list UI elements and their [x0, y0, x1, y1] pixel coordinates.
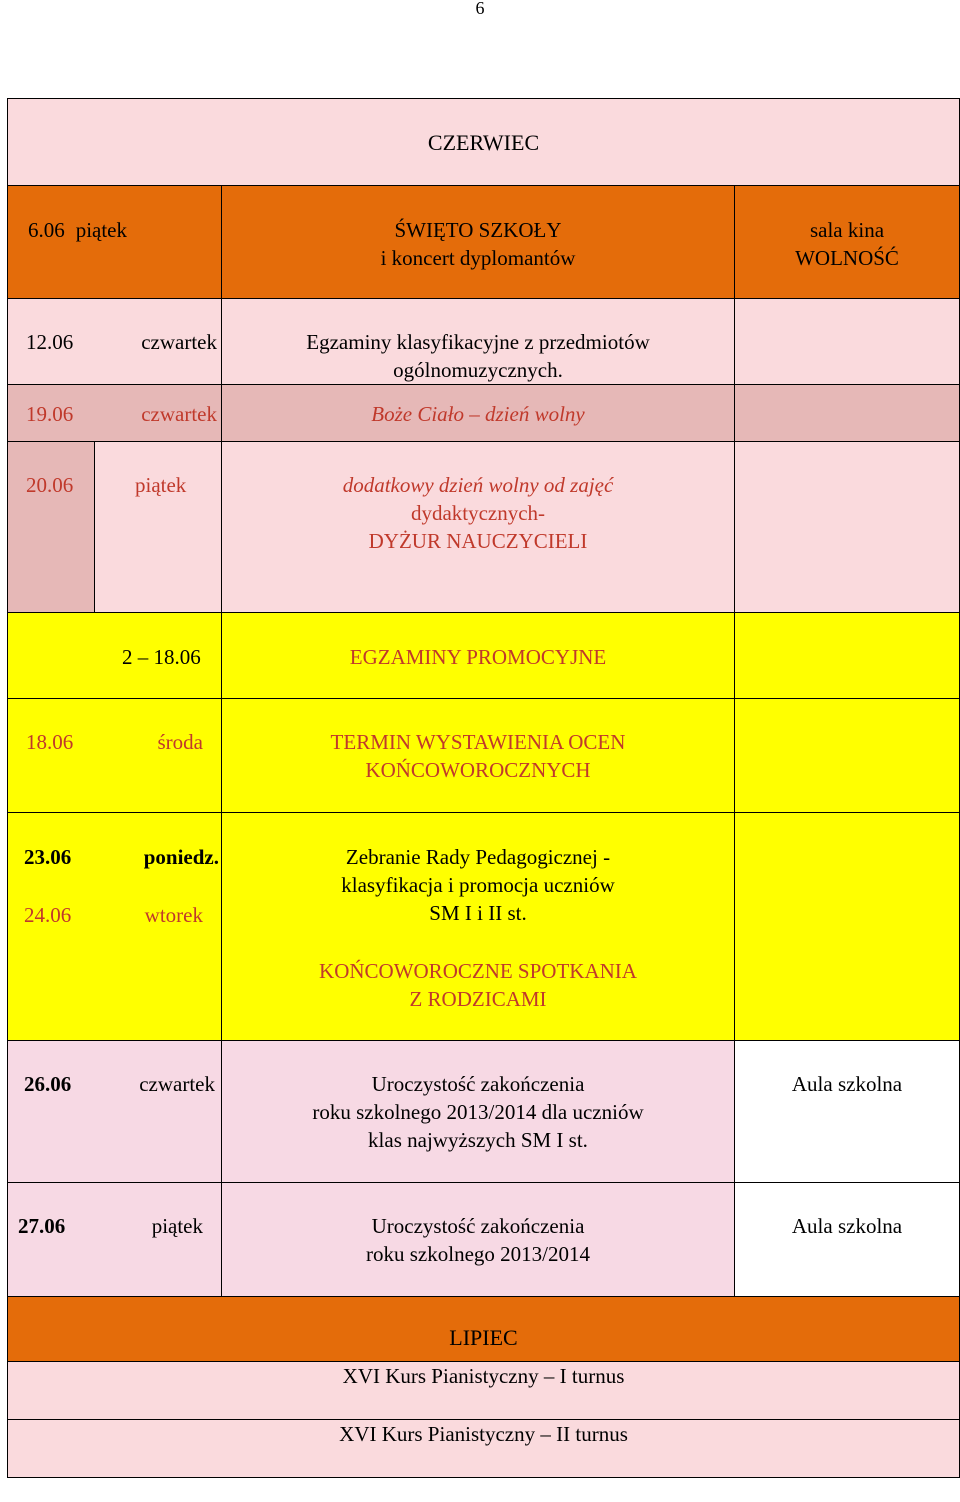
table-row: [8, 385, 960, 442]
place-cell: [735, 385, 960, 442]
page-number: 6: [475, 0, 485, 18]
event-line: EGZAMINY PROMOCYJNE: [349, 645, 607, 669]
event-line: Uroczystość zakończenia: [371, 1214, 585, 1238]
date-cell: [8, 442, 95, 613]
event-line: ogólnomuzycznych.: [393, 358, 563, 382]
date: 27.06: [18, 1214, 66, 1238]
event-line: KOŃCOWOROCZNE SPOTKANIA: [319, 959, 637, 983]
day: wtorek: [144, 903, 203, 927]
event-cell: [222, 813, 735, 1041]
event-cell: [222, 1041, 735, 1183]
date: 6.06: [28, 218, 65, 242]
event-cell: [222, 1183, 735, 1297]
course-cell: [8, 1362, 960, 1420]
date-cell: [8, 699, 222, 813]
event-cell: [222, 385, 735, 442]
place-cell: [735, 613, 960, 699]
month-header-row: [8, 1297, 960, 1362]
day: czwartek: [139, 1072, 215, 1096]
event-line: Zebranie Rady Pedagogicznej -: [345, 845, 611, 869]
day: piątek: [75, 218, 127, 242]
day: czwartek: [141, 330, 217, 354]
event-line: roku szkolnego 2013/2014 dla uczniów: [312, 1100, 644, 1124]
table-row: [8, 186, 960, 299]
event-line: SM I i II st.: [429, 901, 527, 925]
event-line: klas najwyższych SM I st.: [368, 1128, 588, 1152]
month-header: CZERWIEC: [427, 130, 540, 155]
event-line: dodatkowy dzień wolny od zajęć: [342, 473, 614, 497]
date: 2 – 18.06: [122, 645, 201, 669]
event-cell: [222, 186, 735, 299]
date: 18.06: [26, 730, 74, 754]
place-cell: [735, 813, 960, 1041]
event-line: roku szkolnego 2013/2014: [366, 1242, 590, 1266]
event-line: Boże Ciało – dzień wolny: [371, 402, 585, 426]
date-cell: [8, 813, 222, 1041]
month-header-cell: [8, 99, 960, 186]
day: środa: [157, 730, 203, 754]
event-cell: [222, 613, 735, 699]
table-row: [8, 1362, 960, 1420]
table-row: [8, 1183, 960, 1297]
place-cell: [735, 699, 960, 813]
date-cell: [8, 299, 222, 385]
table-row: [8, 813, 960, 1041]
event-line: TERMIN WYSTAWIENIA OCEN: [330, 730, 626, 754]
date: 12.06: [26, 330, 74, 354]
event-line: DYŻUR NAUCZYCIELI: [368, 529, 588, 553]
course-line: XVI Kurs Pianistyczny – II turnus: [339, 1422, 628, 1446]
date-cell: [8, 1183, 222, 1297]
date: 19.06: [26, 402, 74, 426]
date: 24.06: [24, 903, 72, 927]
date: 23.06: [24, 845, 72, 869]
place-cell: [735, 1183, 960, 1297]
date-cell: [8, 186, 222, 299]
course-line: XVI Kurs Pianistyczny – I turnus: [342, 1364, 625, 1388]
event-line: dydaktycznych-: [410, 501, 546, 525]
date: 26.06: [24, 1072, 72, 1096]
day: piątek: [135, 473, 187, 497]
month-header-cell: [8, 1297, 960, 1362]
event-line: klasyfikacja i promocja uczniów: [341, 873, 615, 897]
place-line: WOLNOŚĆ: [795, 246, 899, 270]
place-line: sala kina: [809, 218, 885, 242]
event-line: Egzaminy klasyfikacyjne z przedmiotów: [306, 330, 650, 354]
month-header-row: [8, 99, 960, 186]
event-line: Z RODZICAMI: [409, 987, 547, 1011]
event-line: i koncert dyplomantów: [380, 246, 576, 270]
event-cell: [222, 299, 735, 385]
place-cell: [735, 1041, 960, 1183]
event-cell: [222, 699, 735, 813]
event-line: Uroczystość zakończenia: [371, 1072, 585, 1096]
event-line: KOŃCOWOROCZNYCH: [365, 758, 591, 782]
schedule-table: [7, 98, 960, 1478]
month-header: LIPIEC: [449, 1325, 518, 1350]
day-cell: [95, 442, 222, 613]
table-row: [8, 1041, 960, 1183]
table-row: [8, 442, 960, 613]
day: poniedz.: [143, 845, 219, 869]
place-line: Aula szkolna: [791, 1214, 903, 1238]
table-row: [8, 699, 960, 813]
day: czwartek: [141, 402, 217, 426]
table-row: [8, 613, 960, 699]
place-cell: [735, 442, 960, 613]
course-cell: [8, 1420, 960, 1478]
place-cell: [735, 186, 960, 299]
place-line: Aula szkolna: [791, 1072, 903, 1096]
date-cell: [8, 385, 222, 442]
event-line: ŚWIĘTO SZKOŁY: [394, 218, 562, 242]
event-cell: [222, 442, 735, 613]
table-row: [8, 1420, 960, 1478]
date-cell: [8, 1041, 222, 1183]
date-cell: [8, 613, 222, 699]
table-row: [8, 299, 960, 385]
day: piątek: [151, 1214, 203, 1238]
place-cell: [735, 299, 960, 385]
date: 20.06: [26, 473, 74, 497]
